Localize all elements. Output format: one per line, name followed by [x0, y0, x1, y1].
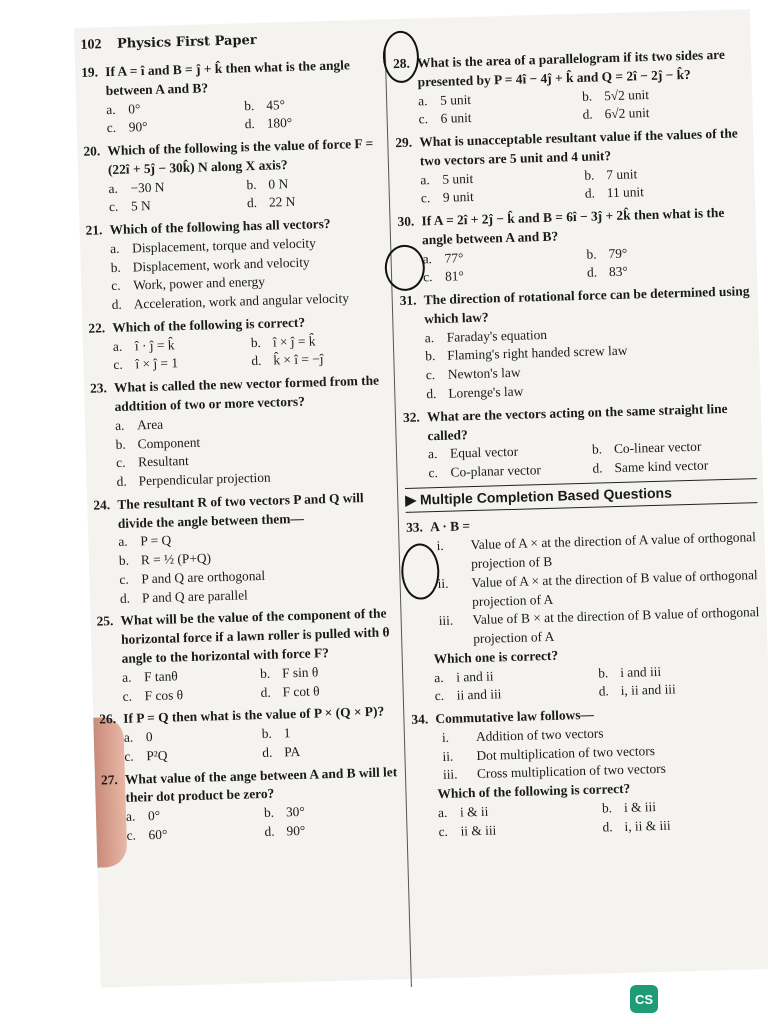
option	[418, 106, 582, 129]
option-list	[82, 93, 383, 139]
option-text: 90°	[286, 822, 306, 839]
option-text: i, ii & iii	[624, 817, 671, 834]
option-label: b.	[261, 725, 273, 742]
question-number: 19.	[81, 64, 99, 80]
option-text: R = ½ (P+Q)	[140, 550, 212, 568]
option-text: 11 unit	[606, 184, 645, 201]
question	[393, 45, 747, 130]
option-text: Acceleration, work and angular velocity	[133, 290, 350, 312]
option	[602, 814, 766, 837]
page-header	[80, 33, 257, 54]
question-number: 27.	[100, 771, 118, 788]
statement-label: ii.	[437, 575, 449, 591]
option-text: Faraday's equation	[446, 326, 548, 345]
option-label: c.	[434, 688, 445, 704]
option-label: a.	[437, 804, 448, 821]
option-text: Co-linear vector	[613, 438, 702, 457]
option-label: a.	[434, 669, 444, 685]
question-number: 33.	[405, 519, 424, 536]
option-text: 90°	[128, 119, 148, 135]
question-34	[411, 701, 767, 842]
option-text: 0 N	[268, 175, 289, 192]
option-label: a.	[427, 446, 438, 462]
option-label: b.	[584, 167, 595, 183]
option	[245, 112, 383, 135]
option-list	[89, 330, 390, 376]
question-text: Which of the following is correct?	[112, 314, 306, 335]
left-column	[81, 55, 403, 850]
document-page	[74, 9, 768, 988]
option-text: F tanθ	[143, 668, 178, 685]
question-number: 31.	[399, 292, 417, 309]
option-text: Displacement, work and velocity	[132, 254, 310, 275]
option-text: 5 unit	[439, 91, 472, 108]
sub-question: Which one is correct?	[433, 647, 559, 666]
question	[88, 311, 389, 376]
question-number: 29.	[395, 134, 413, 151]
option-text: Co-planar vector	[450, 462, 542, 480]
option-label: b.	[601, 800, 613, 816]
statement-list	[412, 720, 765, 786]
option-text: i, ii and iii	[620, 681, 676, 699]
option-text: 0°	[147, 808, 161, 824]
question-text: What are the vectors acting on the same straight line called?	[426, 400, 728, 443]
option-text: i and iii	[619, 663, 662, 680]
option-label: c.	[115, 455, 126, 471]
option	[126, 823, 264, 846]
camscanner-logo: CS	[630, 985, 658, 1013]
option-text: F cot θ	[282, 682, 320, 699]
option-text: Work, power and energy	[132, 274, 266, 293]
option-list	[100, 721, 401, 767]
option	[124, 744, 262, 767]
option	[247, 191, 385, 214]
question-number: 20.	[83, 143, 101, 159]
option-label: b.	[425, 348, 436, 364]
question-text: What is unacceptable resultant value if the values of the two vectors are 5 unit and 4 unit?	[419, 125, 738, 169]
option-label: d.	[262, 744, 273, 760]
question-number: 30.	[397, 213, 415, 230]
question-number: 25.	[96, 613, 114, 630]
option-text: Equal vector	[449, 444, 519, 461]
option-text: −30 N	[130, 179, 165, 196]
option-text: 5√2 unit	[603, 86, 650, 103]
statement-label: iii.	[438, 612, 454, 629]
option-text: i & iii	[623, 798, 657, 815]
option-label: a.	[422, 250, 433, 267]
page-number: 102	[80, 37, 102, 53]
option	[598, 678, 762, 701]
option-label: d.	[592, 460, 603, 476]
option	[435, 683, 599, 706]
option-label: c.	[106, 120, 117, 136]
question	[99, 702, 400, 767]
question	[96, 605, 399, 707]
statement-list	[406, 528, 761, 650]
option-label: b.	[581, 88, 593, 104]
option-label: c.	[438, 823, 449, 839]
option-label: a.	[108, 180, 118, 196]
option-label: d.	[598, 683, 609, 699]
option-label: d.	[586, 264, 598, 281]
question	[83, 134, 385, 217]
question	[395, 124, 749, 209]
option-text: 0°	[128, 100, 141, 117]
option-text: PA	[284, 743, 301, 760]
option-label: a.	[424, 329, 435, 346]
option-text: 77°	[444, 249, 464, 266]
option-text: 81°	[444, 268, 465, 285]
statement-label: i.	[441, 729, 450, 745]
question-text: What value of the ange between A and B will let their dot product be zero?	[124, 763, 398, 806]
option-label: d.	[111, 296, 122, 313]
option-text: Same kind vector	[614, 457, 709, 476]
option	[423, 264, 587, 287]
option-text: Displacement, torque and velocity	[131, 235, 317, 256]
option-text: 22 N	[268, 194, 296, 210]
option-list	[94, 526, 396, 609]
statement-label: ii.	[442, 748, 454, 764]
question	[85, 214, 388, 316]
option-label: d.	[116, 473, 127, 490]
option-label: c.	[126, 827, 137, 843]
statement-text: Value of A × at the direction of B value of orthogonal projection of A	[471, 566, 758, 609]
right-mcq-list	[393, 45, 757, 484]
option-label: b.	[591, 441, 603, 458]
option-text: 0	[145, 729, 153, 745]
option-label: a.	[417, 92, 428, 108]
option-text: 1	[283, 725, 291, 741]
option-text: Resultant	[137, 453, 189, 470]
option-label: d.	[244, 116, 256, 132]
option	[582, 102, 746, 125]
option-label: d.	[260, 684, 271, 700]
option-text: î × ĵ = 1	[135, 355, 179, 372]
statement-text: Value of A × at the direction of A value of orthogonal projection of B	[470, 529, 757, 572]
option-label: c.	[425, 367, 436, 383]
option-text: 83°	[608, 264, 628, 280]
option-text: i & ii	[459, 803, 489, 820]
question-number: 23.	[89, 380, 108, 396]
question-number: 26.	[99, 711, 117, 727]
option-text: i and ii	[456, 668, 494, 685]
question-text: A · B =	[429, 518, 471, 535]
option-label: d.	[584, 185, 596, 202]
statement-text: Dot multiplication of two vectors	[476, 742, 656, 763]
statement-text: Value of B × at the direction of B value of orthogonal projection of A	[472, 604, 760, 647]
question	[93, 488, 396, 609]
option-text: Lorenge's law	[448, 383, 524, 401]
option-text: ii & iii	[460, 822, 497, 839]
option-label: d.	[251, 353, 262, 369]
option-text: F cos θ	[144, 686, 184, 703]
option	[260, 680, 398, 703]
question-number: 28.	[392, 55, 411, 72]
option	[585, 181, 749, 204]
option-list	[98, 661, 399, 707]
question-stem	[96, 605, 397, 670]
question	[101, 763, 403, 846]
option-text: F sin θ	[281, 664, 319, 681]
option-label: b.	[263, 804, 275, 821]
option-text: 79°	[608, 245, 628, 261]
option-label: a.	[118, 534, 128, 550]
question	[406, 510, 763, 707]
option	[113, 353, 251, 376]
question-number: 32.	[402, 409, 420, 425]
option-text: P²Q	[146, 747, 168, 764]
option-label: d.	[119, 590, 131, 606]
option-label: b.	[115, 436, 126, 452]
option-text: 30°	[285, 803, 305, 820]
option-label: b.	[246, 176, 257, 192]
statement-label: iii.	[442, 766, 458, 783]
option-text: k̂ × î = −ĵ	[273, 351, 324, 369]
question-text: The direction of rotational force can be determined using which law?	[423, 283, 750, 327]
option-label: b.	[244, 97, 255, 113]
statement-text: Addition of two vectors	[475, 725, 604, 744]
option-list	[401, 320, 755, 405]
question-number: 24.	[93, 497, 111, 513]
option-label: c.	[420, 190, 431, 206]
option-label: c.	[111, 278, 121, 294]
option-label: b.	[110, 259, 121, 275]
statement-text: Cross multiplication of two vectors	[476, 761, 667, 782]
option-label: a.	[109, 240, 120, 256]
page-title: Physics First Paper	[116, 32, 257, 52]
option-label: a.	[112, 338, 123, 354]
option	[251, 349, 389, 372]
question-text: Which of the following is the value of force F = (22î + 5ĵ − 30k̂) N along X axis?	[107, 135, 374, 177]
option-label: d.	[602, 818, 613, 835]
option-text: Newton's law	[447, 364, 521, 382]
option-label: a.	[420, 171, 430, 187]
option	[264, 819, 402, 842]
option-label: b.	[597, 664, 609, 681]
option-text: 180°	[266, 115, 293, 131]
option-label: c.	[113, 357, 123, 373]
right-column	[393, 45, 767, 846]
option-list	[102, 800, 403, 846]
option-label: a.	[125, 808, 136, 824]
question	[81, 55, 383, 138]
option	[109, 195, 247, 218]
question-text: If A = î and B = ĵ + k̂ then what is the angle between A and B?	[105, 57, 350, 98]
option-label: c.	[122, 688, 133, 704]
option-label: b.	[250, 334, 262, 350]
option-text: 5 unit	[442, 170, 474, 187]
option-text: 60°	[148, 826, 168, 843]
option-text: 7 unit	[606, 165, 638, 182]
option-text: P and Q are parallel	[141, 587, 248, 605]
question-text: The resultant R of two vectors P and Q will divide the angle between them—	[117, 489, 364, 531]
option-label: a.	[121, 669, 132, 685]
question-text: If A = 2î + 2ĵ − k̂ and B = 6î − 3ĵ + 2k̂ then what is the angle between A and B?	[421, 205, 725, 248]
option-label: b.	[586, 246, 597, 262]
option-label: a.	[106, 101, 116, 117]
option-label: c.	[124, 748, 134, 764]
option-text: î × ĵ = k̂	[272, 333, 316, 350]
option-list	[86, 232, 388, 315]
option-list	[84, 172, 385, 218]
option	[587, 260, 751, 283]
option-text: 6√2 unit	[604, 105, 650, 122]
statement-label: i.	[436, 538, 444, 554]
option-text: Component	[137, 434, 201, 451]
option-list	[91, 409, 393, 492]
question-number: 21.	[85, 222, 103, 238]
option-text: Area	[136, 416, 164, 433]
option-label: c.	[108, 199, 119, 215]
question	[411, 701, 767, 842]
option-text: ii and iii	[456, 686, 502, 703]
option-text: 45°	[266, 96, 286, 113]
option-label: a.	[114, 417, 125, 433]
option-label: d.	[246, 195, 258, 211]
option	[122, 684, 260, 707]
question	[90, 372, 393, 493]
option-text: î · ĵ = k̂	[134, 337, 175, 354]
option-text: Flaming's right handed screw law	[447, 343, 628, 364]
question	[403, 399, 757, 484]
option-label: d.	[582, 106, 593, 123]
option-text: P = Q	[140, 532, 172, 549]
question	[400, 282, 755, 404]
question-33	[406, 510, 763, 707]
section-title: ▶ Multiple Completion Based Questions	[405, 478, 758, 513]
question-number: 22.	[88, 320, 106, 336]
option	[107, 116, 245, 139]
option-label: b.	[259, 665, 271, 681]
question-text: What is called the new vector formed from the addtition of two or more vectors?	[113, 372, 380, 415]
option-label: a.	[123, 729, 134, 745]
option-label: c.	[428, 465, 439, 481]
question-text: Commutative law follows—	[435, 706, 595, 727]
option	[592, 455, 756, 478]
option-label: d.	[264, 823, 275, 839]
option-text: 5 N	[130, 198, 151, 214]
option-label: d.	[426, 386, 437, 402]
question-number: 34.	[411, 711, 429, 727]
option-text: 6 unit	[440, 110, 472, 127]
sub-question: Which of the following is correct?	[437, 780, 631, 802]
option-text: 9 unit	[442, 189, 474, 206]
question-text: What is the area of a parallelogram if its two sides are presented by P = 4î − 4ĵ + k̂ and Q = 2î − 2ĵ − k̂?	[416, 46, 726, 90]
option	[421, 185, 585, 208]
option	[428, 460, 592, 483]
option-label: b.	[118, 552, 130, 569]
question	[397, 203, 751, 288]
option	[438, 818, 602, 841]
option	[262, 740, 400, 763]
question-text: What will be the value of the component of the horizontal force if a lawn roller is pulled with θ angle to the horizontal with force F?	[120, 605, 390, 666]
option-label: c.	[422, 269, 433, 285]
option-label: c.	[418, 111, 429, 127]
option-label: c.	[119, 571, 129, 587]
option-text: Perpendicular projection	[138, 469, 271, 489]
option-text: P and Q are orthogonal	[141, 567, 266, 587]
question-text: If P = Q then what is the value of P × (Q × P)?	[123, 703, 385, 727]
question-text: Which of the following has all vectors?	[109, 216, 331, 238]
